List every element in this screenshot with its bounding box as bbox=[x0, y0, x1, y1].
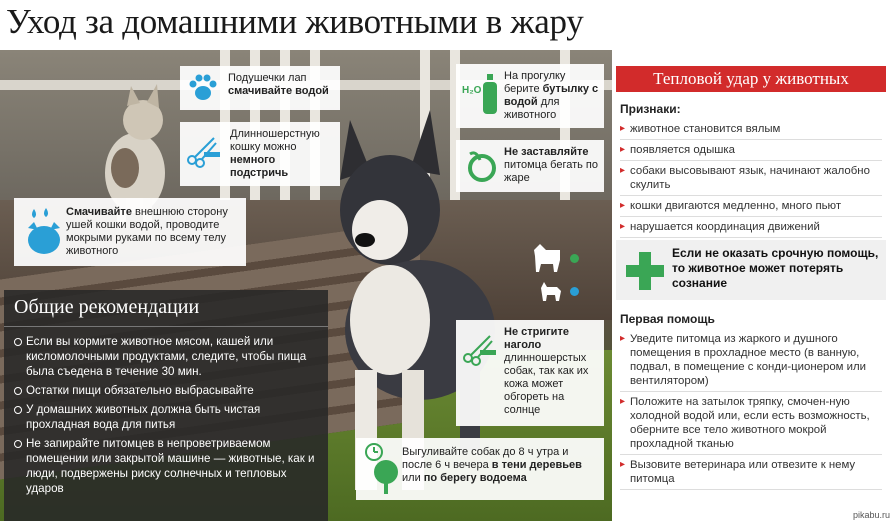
paw-icon bbox=[188, 74, 218, 102]
list-item: ▸ Положите на затылок тряпку, смочен-ную холодной водой или, если есть возможность, оберните все тело животного мокрой прохладной тканью bbox=[620, 395, 882, 455]
tip-wet-cat bbox=[14, 198, 246, 266]
general-recommendations-panel bbox=[4, 290, 328, 521]
firstaid-title: Первая помощь bbox=[620, 312, 715, 326]
watermark: pikabu.ru bbox=[852, 510, 890, 520]
tip-paws-bold: смачивайте водой bbox=[228, 85, 329, 97]
h2o-label: H₂O bbox=[462, 85, 482, 96]
green-dot bbox=[570, 254, 579, 263]
tip-walk-mid: или bbox=[402, 472, 421, 484]
list-item: ▸ появляется одышка bbox=[620, 143, 882, 161]
firstaid-list bbox=[620, 332, 882, 493]
list-item: ▸ собаки высовывают язык, начинают жалобно скулить bbox=[620, 164, 882, 196]
warning-box bbox=[616, 240, 886, 300]
list-item: ▸ Уведите питомца из жаркого и душного помещения в прохладное место (в ванную, подвал, в помещение с конди-ционером или вентилятором) bbox=[620, 332, 882, 392]
heatstroke-title: Тепловой удар у животных bbox=[616, 66, 886, 92]
leash-icon bbox=[462, 148, 498, 184]
divider bbox=[4, 326, 328, 327]
tip-trim-text: Длинношерстную кошку можно bbox=[230, 128, 320, 153]
tip-cut-bold: Не стригите наголо bbox=[504, 326, 569, 351]
signs-list bbox=[620, 122, 882, 241]
tip-water-bold: бутылку с водой bbox=[504, 83, 599, 108]
tip-wet-bold: Смачивайте bbox=[66, 206, 132, 218]
tip-run-bold: Не заставляйте bbox=[504, 146, 589, 158]
blue-dot bbox=[570, 287, 579, 296]
tip-water-post: для животного bbox=[504, 96, 560, 121]
tip-paws bbox=[180, 66, 340, 110]
tip-cut-text: длинношерстых собак, так как их кожа может обгореть на солнце bbox=[504, 352, 589, 416]
tip-paws-text: Подушечки лап bbox=[228, 72, 307, 84]
scissors-comb-icon bbox=[186, 134, 222, 168]
list-item: Не запирайте питомцев в непроветриваемом помещении или закрытой машине — животные, как и люди, подвержены риску солнечных и тепловых ударов bbox=[14, 436, 320, 496]
tip-walk-text: Выгуливайте собак до 8 ч утра и после 6 ч вечера bbox=[402, 446, 569, 471]
heatstroke-panel bbox=[612, 62, 890, 511]
scissors-comb-icon bbox=[462, 332, 498, 366]
clock-tree-icon bbox=[362, 442, 402, 496]
cat-water-icon bbox=[22, 206, 66, 258]
tip-trim-bold: немного подстричь bbox=[230, 154, 289, 179]
tip-no-shave bbox=[456, 320, 604, 426]
tip-trim-cat bbox=[180, 122, 340, 186]
list-item: ▸ нарушается координация движений bbox=[620, 220, 882, 238]
dog-figure-icon bbox=[530, 240, 566, 274]
tip-no-running bbox=[456, 140, 604, 192]
medical-cross-icon bbox=[626, 252, 664, 290]
tip-walk-bold2: по берегу водоема bbox=[423, 472, 527, 484]
tip-walk-bold1: в тени деревьев bbox=[491, 459, 582, 471]
warning-text: Если не оказать срочную помощь, то животное может потерять сознание bbox=[672, 246, 879, 290]
list-item: Если вы кормите животное мясом, кашей или кисломолочными продуктами, следите, чтобы пища была съедена в течение 30 мин. bbox=[14, 334, 320, 379]
bottle-icon bbox=[482, 74, 498, 114]
tip-water-text: На прогулку берите bbox=[504, 70, 566, 95]
tip-walk-times bbox=[356, 438, 604, 500]
list-item: ▸ кошки двигаются медленно, много пьют bbox=[620, 199, 882, 217]
tip-water bbox=[456, 64, 604, 128]
list-item: ▸ животное становится вялым bbox=[620, 122, 882, 140]
list-item: У домашних животных должна быть чистая прохладная вода для питья bbox=[14, 402, 320, 432]
signs-title: Признаки: bbox=[620, 102, 681, 116]
tip-wet-text: внешнюю сторону ушей кошки водой, проводите мокрыми руками по всему телу животного bbox=[66, 206, 228, 257]
cat-figure-icon bbox=[538, 280, 564, 302]
list-item: ▸ Вызовите ветеринара или отвезите к нему питомца bbox=[620, 458, 882, 490]
general-title: Общие рекомендации bbox=[14, 296, 200, 318]
tip-run-text: питомца бегать по жаре bbox=[504, 159, 599, 184]
page-title: Уход за домашними животными в жару bbox=[6, 2, 584, 41]
list-item: Остатки пищи обязательно выбрасывайте bbox=[14, 383, 320, 398]
general-list bbox=[14, 334, 320, 500]
